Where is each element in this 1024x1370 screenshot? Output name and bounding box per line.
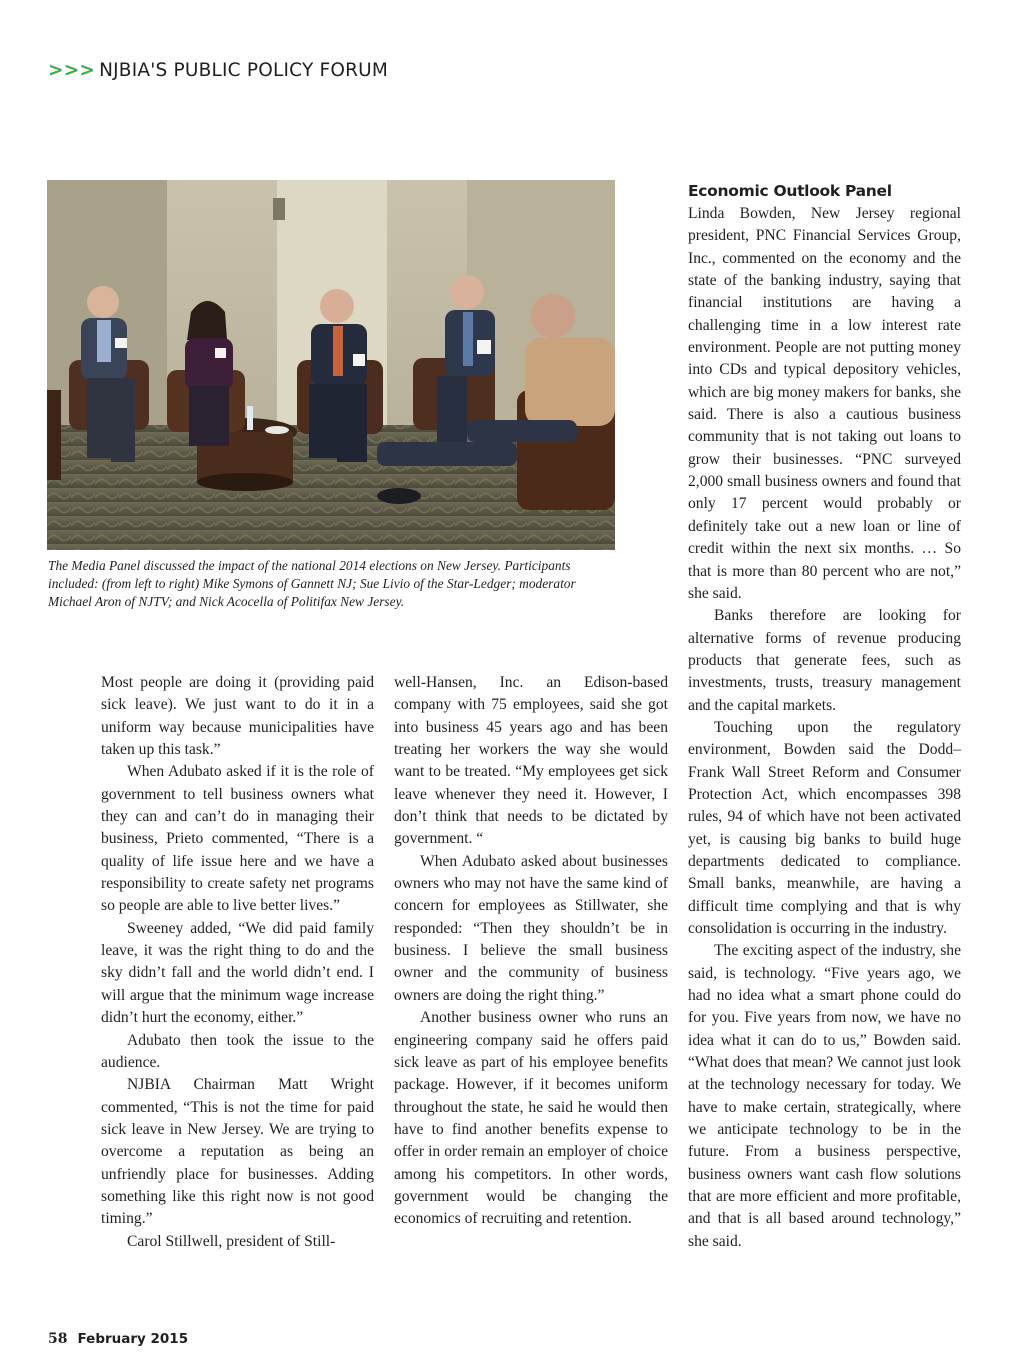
header-chevrons: >>> [48, 60, 96, 81]
paragraph: The exciting aspect of the industry, she said, is technology. “Five years ago, we had no idea what a smart phone could do for you. Five years from now, we have no idea what it can do to us,” Bowden said. “What does that mean? We cannot just look at the technology necessary for today. We have to make certain, strategically, where we anticipate technology to be in the future. From a business perspective, business owners want cash flow solutions that are more efficient and more profitable, and that is all based around technology,” she said. [688, 942, 961, 1250]
photo-caption: The Media Panel discussed the impact of the national 2014 elections on New Jersey. Participants included: (from left to right) Mike Symons of Gannett NJ; Sue Livio of the Star-Ledger; moderator Michael Aron of NJTV; and Nick Acocella of Politifax New Jersey. [48, 558, 576, 609]
paragraph: Banks therefore are looking for alternative forms of revenue producing products that generate fees, such as investments, trusts, treasury management and the capital markets. [688, 607, 961, 714]
paragraph: Most people are doing it (providing paid sick leave). We just want to do it in a uniform way because municipalities have taken up this task.” [101, 674, 374, 759]
header-title: NJBIA'S PUBLIC POLICY FORUM [99, 60, 389, 81]
paragraph: When Adubato asked about businesses owners who may not have the same kind of concern for employees as Stillwater, she responded: “Then they shouldn’t be in business. I believe the small business owner and the community of business owners are doing the right thing.” [394, 852, 668, 1004]
paragraph: Sweeney added, “We did paid family leave, it was the right thing to do and the sky didn’t fall and the world didn’t end. I will argue that the minimum wage increase didn’t hurt the economy, either.” [101, 919, 374, 1027]
paragraph: Another business owner who runs an engineering company said he offers paid sick leave as part of his employee benefits package. However, if it becomes uniform throughout the state, he said he would then have to find another benefits expense to offer in order remain an employer of choice among his competitors. In other words, government would be changing the economics of recruiting and retention. [394, 1009, 668, 1228]
panel-photo [47, 180, 615, 550]
section-header [48, 60, 388, 81]
panel-discussion-photo-icon [47, 180, 615, 550]
article-column-middle [394, 672, 668, 1231]
paragraph: Adubato then took the issue to the audience. [101, 1031, 374, 1071]
article-column-left [101, 672, 374, 1253]
paragraph: well-Hansen, Inc. an Edison-based company with 75 employees, said she got into business 45 years ago and has been treating her workers the way she would want to be treated. “My employees get sick leave whenever they need it. However, I don’t think that needs to be dictated by government. “ [394, 674, 668, 848]
paragraph: When Adubato asked if it is the role of government to tell business owners what they can and can’t do in managing their business, Prieto commented, “There is a quality of life issue here and we have a responsibility to create safety net programs so people are able to live better lives.” [101, 763, 374, 915]
page-footer [48, 1328, 188, 1347]
paragraph: Linda Bowden, New Jersey regional president, PNC Financial Services Group, Inc., commented on the economy and the state of the banking industry, saying that financial institutions are having a challenging time in a low interest rate environment. People are not putting money into CDs and typical depository vehicles, which are big money makers for banks, she said. There is also a cautious business community that is not taking out loans to grow their businesses. “PNC surveyed 2,000 small business owners and found that only 17 percent would probably or definitely take out a new loan or line of credit within the next six months. … So that is more than 80 percent who are not,” she said. [688, 205, 961, 602]
article-column-right [688, 180, 961, 1253]
paragraph: Touching upon the regulatory environment, Bowden said the Dodd–Frank Wall Street Reform and Consumer Protection Act, which encompasses 398 rules, 94 of which have not been activated yet, is causing big banks to build huge departments dedicated to compliance. Small banks, meanwhile, are having a difficult time complying and that is why consolidation is occurring in the industry. [688, 718, 961, 937]
section-heading: Economic Outlook Panel [688, 182, 892, 200]
issue-date: February 2015 [77, 1331, 189, 1347]
page-number: 58 [48, 1331, 68, 1347]
paragraph: NJBIA Chairman Matt Wright commented, “This is not the time for paid sick leave in New Jersey. We are trying to overcome a reputation as being an unfriendly place for businesses. Adding something like this right now is not good timing.” [101, 1076, 374, 1228]
paragraph: Carol Stillwell, president of Still- [127, 1232, 336, 1250]
